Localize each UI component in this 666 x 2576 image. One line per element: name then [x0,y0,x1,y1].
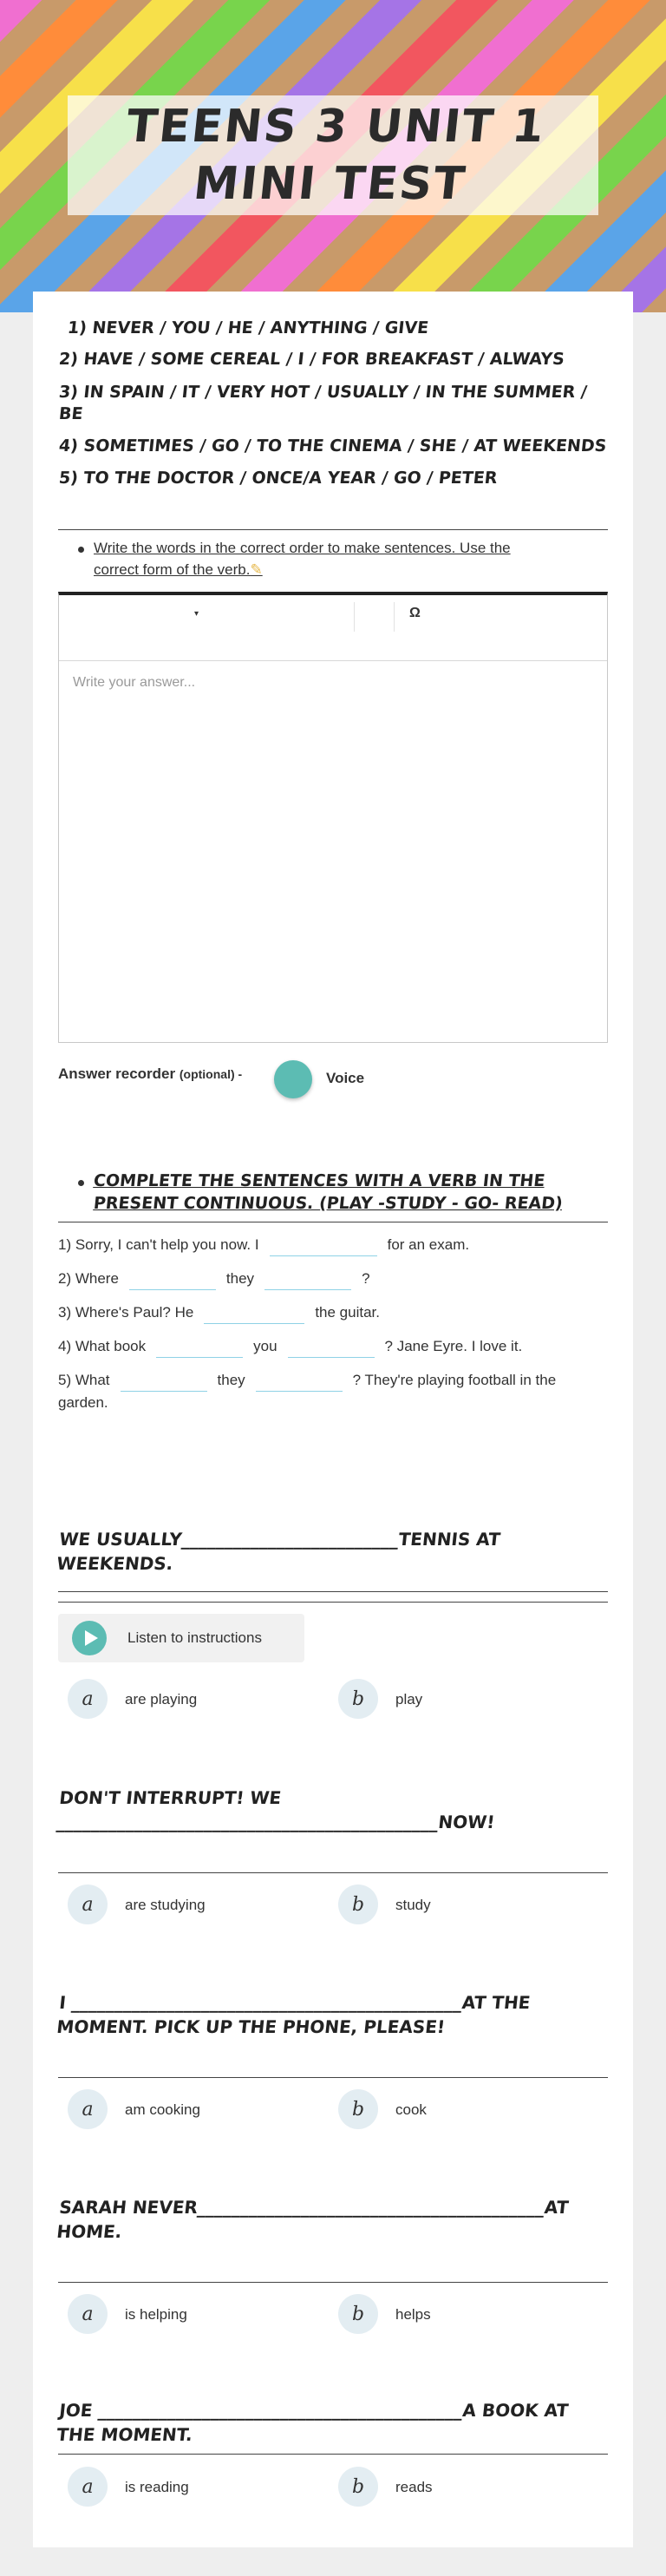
blank-input[interactable] [204,1305,304,1324]
intro-line-3: 3) IN SPAIN / IT / VERY HOT / USUALLY / IN THE SUMMER / [57,383,588,402]
question-5-text: JOE __________________________________________A BOOK AT THE MOMENT. [56,2400,570,2445]
play-icon [72,1621,107,1655]
question-1-option-b[interactable]: play [395,1691,423,1708]
divider [58,2282,608,2283]
question-1-text: WE USUALLY_________________________TENNIS AT WEEKENDS. [56,1529,502,1574]
listen-instructions-button[interactable]: Listen to instructions [58,1614,304,1662]
option-a-badge[interactable]: a [68,1884,108,1924]
option-b-badge[interactable]: b [338,2467,378,2507]
answer-editor[interactable] [58,592,608,1043]
question-5-option-a[interactable]: is reading [125,2479,189,2495]
divider [58,1872,608,1873]
intro-line-2: 2) HAVE / SOME CEREAL / I / FOR BREAKFAST / ALWAYS [57,350,565,369]
blank-input[interactable] [264,1271,351,1290]
question-4-option-b[interactable]: helps [395,2306,431,2323]
blank-input[interactable] [288,1339,375,1358]
bullet [78,1180,84,1186]
task2-instruction-line2: PRESENT CONTINUOUS. (PLAY -STUDY - GO- READ) [92,1194,564,1213]
blank-input[interactable] [256,1373,343,1392]
option-a-badge[interactable]: a [68,2467,108,2507]
title-box [68,95,598,215]
special-characters-button[interactable]: Ω [409,606,421,620]
option-b-badge[interactable]: b [338,1884,378,1924]
task2-instruction-line1: COMPLETE THE SENTENCES WITH A VERB IN THE [92,1171,546,1190]
question-3-text: I _____________________________________________AT THE MOMENT. PICK UP THE PHONE, PLEASE! [56,1992,532,2037]
editor-toolbar [59,595,607,661]
voice-label: Voice [326,1070,365,1086]
intro-line-5: 5) TO THE DOCTOR / ONCE/A YEAR / GO / PETER [57,469,499,488]
option-a-badge[interactable]: a [68,1679,108,1719]
answer-recorder-label: Answer recorder (optional) - [58,1065,243,1082]
task1-instruction-line2: correct form of the verb.✎ [94,561,263,578]
question-5-option-b[interactable]: reads [395,2479,433,2495]
answer-textarea[interactable] [59,661,607,1041]
page-title: TEENS 3 UNIT 1 MINI TEST [123,101,548,210]
divider [58,529,608,530]
question-3-option-a[interactable]: am cooking [125,2101,200,2118]
pencil-icon: ✎ [250,561,263,578]
fill-sentence-3: 3) Where's Paul? He the guitar. [58,1301,596,1324]
toolbar-separator [394,602,395,632]
bullet [78,547,84,553]
option-b-badge[interactable]: b [338,2089,378,2129]
font-dropdown-caret-icon[interactable]: ▾ [194,609,199,619]
divider [58,2077,608,2078]
blank-input[interactable] [270,1237,377,1256]
intro-line-1: 1) NEVER / YOU / HE / ANYTHING / GIVE [66,318,430,338]
blank-input[interactable] [156,1339,243,1358]
option-a-badge[interactable]: a [68,2089,108,2129]
fill-sentence-1: 1) Sorry, I can't help you now. I for an exam. [58,1234,596,1256]
fill-sentence-5: 5) What they ? They're playing football in the garden. [58,1372,557,1411]
question-1-option-a[interactable]: are playing [125,1691,198,1708]
question-4-option-a[interactable]: is helping [125,2306,187,2323]
fill-sentence-2: 2) Where they ? [58,1268,596,1290]
blank-input[interactable] [129,1271,216,1290]
intro-line-3b: BE [57,404,84,423]
task1-instruction-line1: Write the words in the correct order to make sentences. Use the [94,540,511,556]
question-3-option-b[interactable]: cook [395,2101,427,2118]
question-2-text: DON'T INTERRUPT! WE ____________________________________________NOW! [56,1787,496,1832]
divider [58,1602,608,1603]
divider [58,1591,608,1592]
intro-line-4: 4) SOMETIMES / GO / TO THE CINEMA / SHE / AT WEEKENDS [57,436,608,456]
option-b-badge[interactable]: b [338,2294,378,2334]
question-2-option-b[interactable]: study [395,1897,431,1913]
fill-sentence-4: 4) What book you ? Jane Eyre. I love it. [58,1335,596,1358]
option-b-badge[interactable]: b [338,1679,378,1719]
record-voice-button[interactable] [274,1060,312,1098]
divider [58,2454,608,2455]
blank-input[interactable] [121,1373,207,1392]
toolbar-separator [354,602,355,632]
question-2-option-a[interactable]: are studying [125,1897,206,1913]
option-a-badge[interactable]: a [68,2294,108,2334]
question-4-text: SARAH NEVER________________________________________AT HOME. [56,2197,570,2242]
